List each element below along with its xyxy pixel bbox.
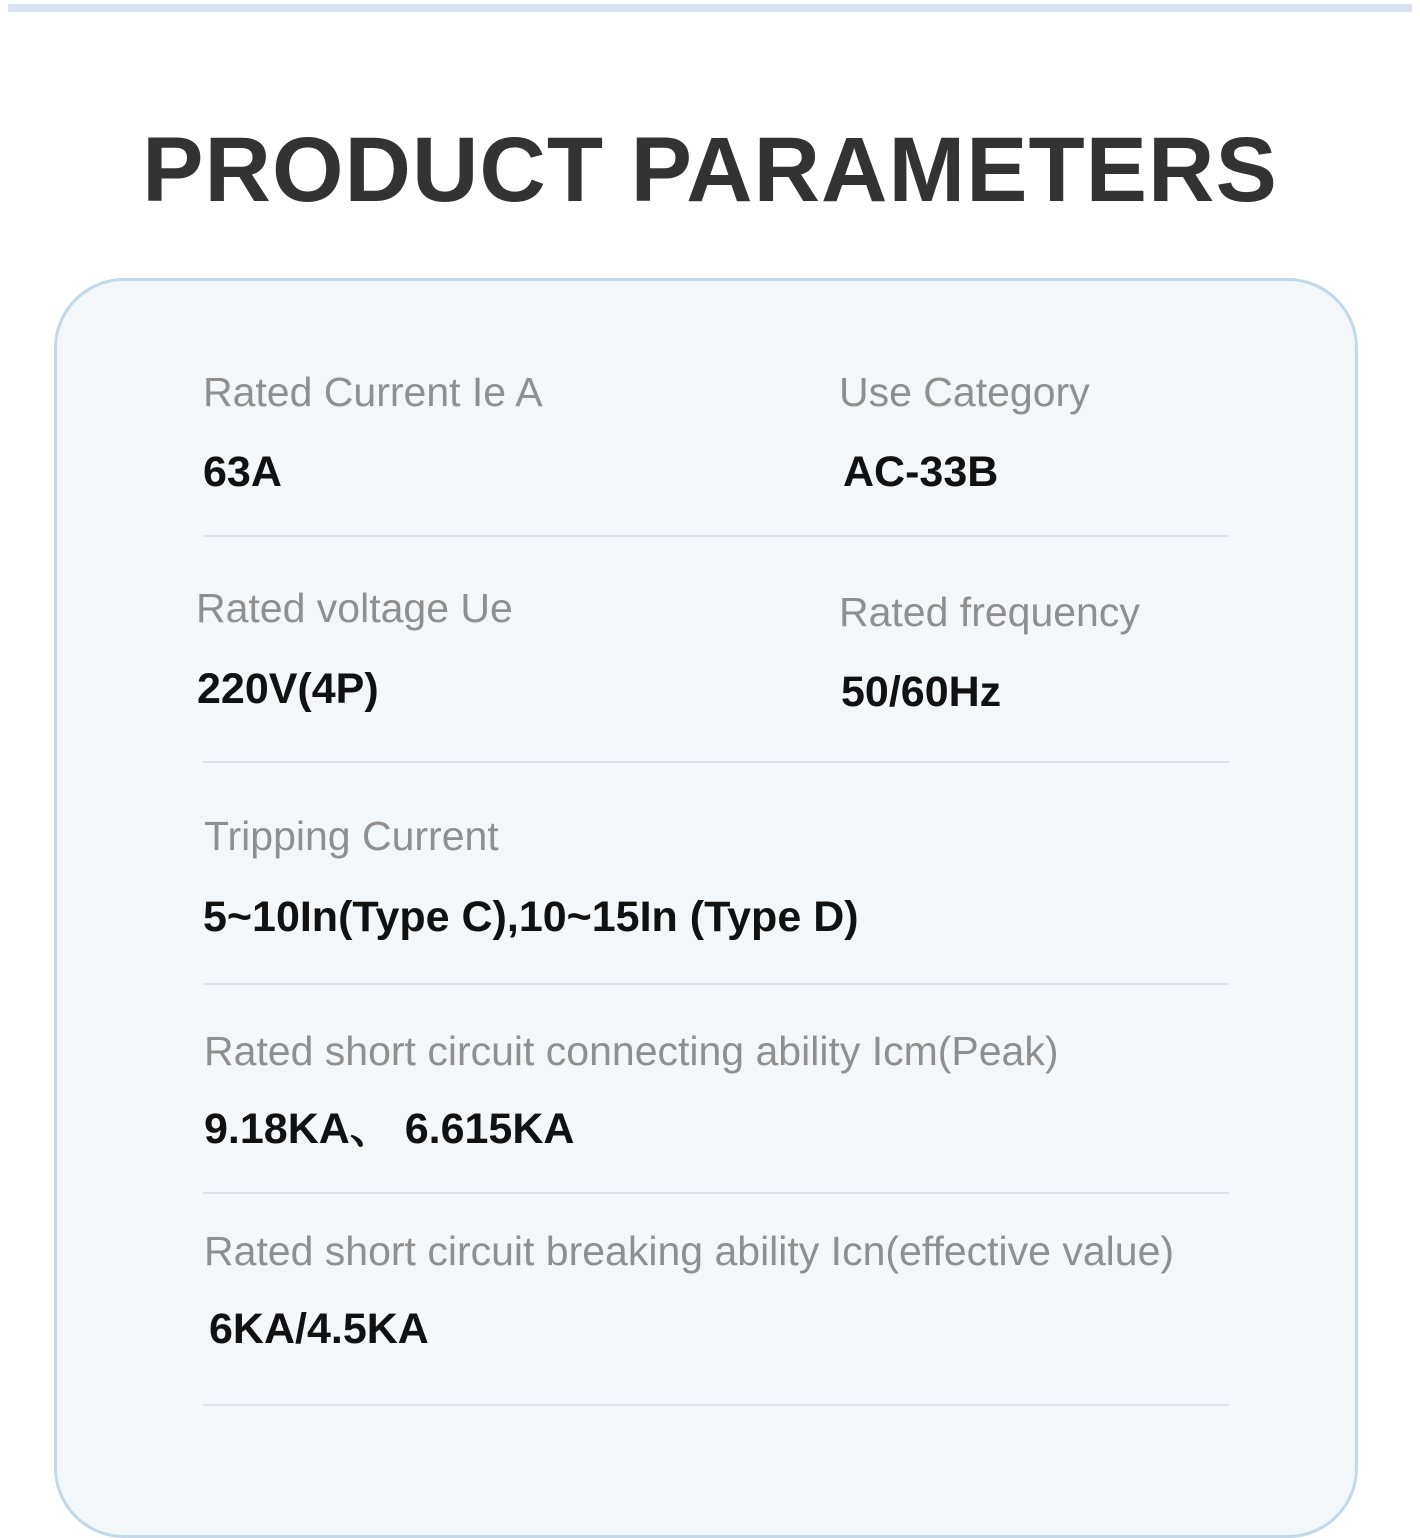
divider xyxy=(203,1404,1229,1406)
tripping-current-value: 5~10In(Type C),10~15In (Type D) xyxy=(203,893,859,941)
rated-frequency-label: Rated frequency xyxy=(839,589,1140,635)
breaking-ability-label: Rated short circuit breaking ability Icn(effective value) xyxy=(204,1228,1175,1274)
divider xyxy=(203,761,1229,763)
divider xyxy=(203,983,1229,985)
connecting-ability-label: Rated short circuit connecting ability Icm(Peak) xyxy=(204,1028,1059,1074)
rated-current-value: 63A xyxy=(203,448,282,496)
top-rule xyxy=(8,4,1412,12)
connecting-ability-value: 9.18KA、 6.615KA xyxy=(204,1105,575,1153)
divider xyxy=(203,1192,1229,1194)
rated-voltage-label: Rated voltage Ue xyxy=(196,585,513,631)
rated-frequency-value: 50/60Hz xyxy=(841,668,1002,716)
rated-current-label: Rated Current Ie A xyxy=(203,369,543,415)
divider xyxy=(203,535,1229,537)
use-category-label: Use Category xyxy=(839,369,1090,415)
breaking-ability-value: 6KA/4.5KA xyxy=(209,1305,429,1353)
page-title: PRODUCT PARAMETERS xyxy=(142,119,1278,221)
use-category-value: AC-33B xyxy=(843,448,999,496)
rated-voltage-value: 220V(4P) xyxy=(197,665,379,713)
tripping-current-label: Tripping Current xyxy=(204,813,499,859)
